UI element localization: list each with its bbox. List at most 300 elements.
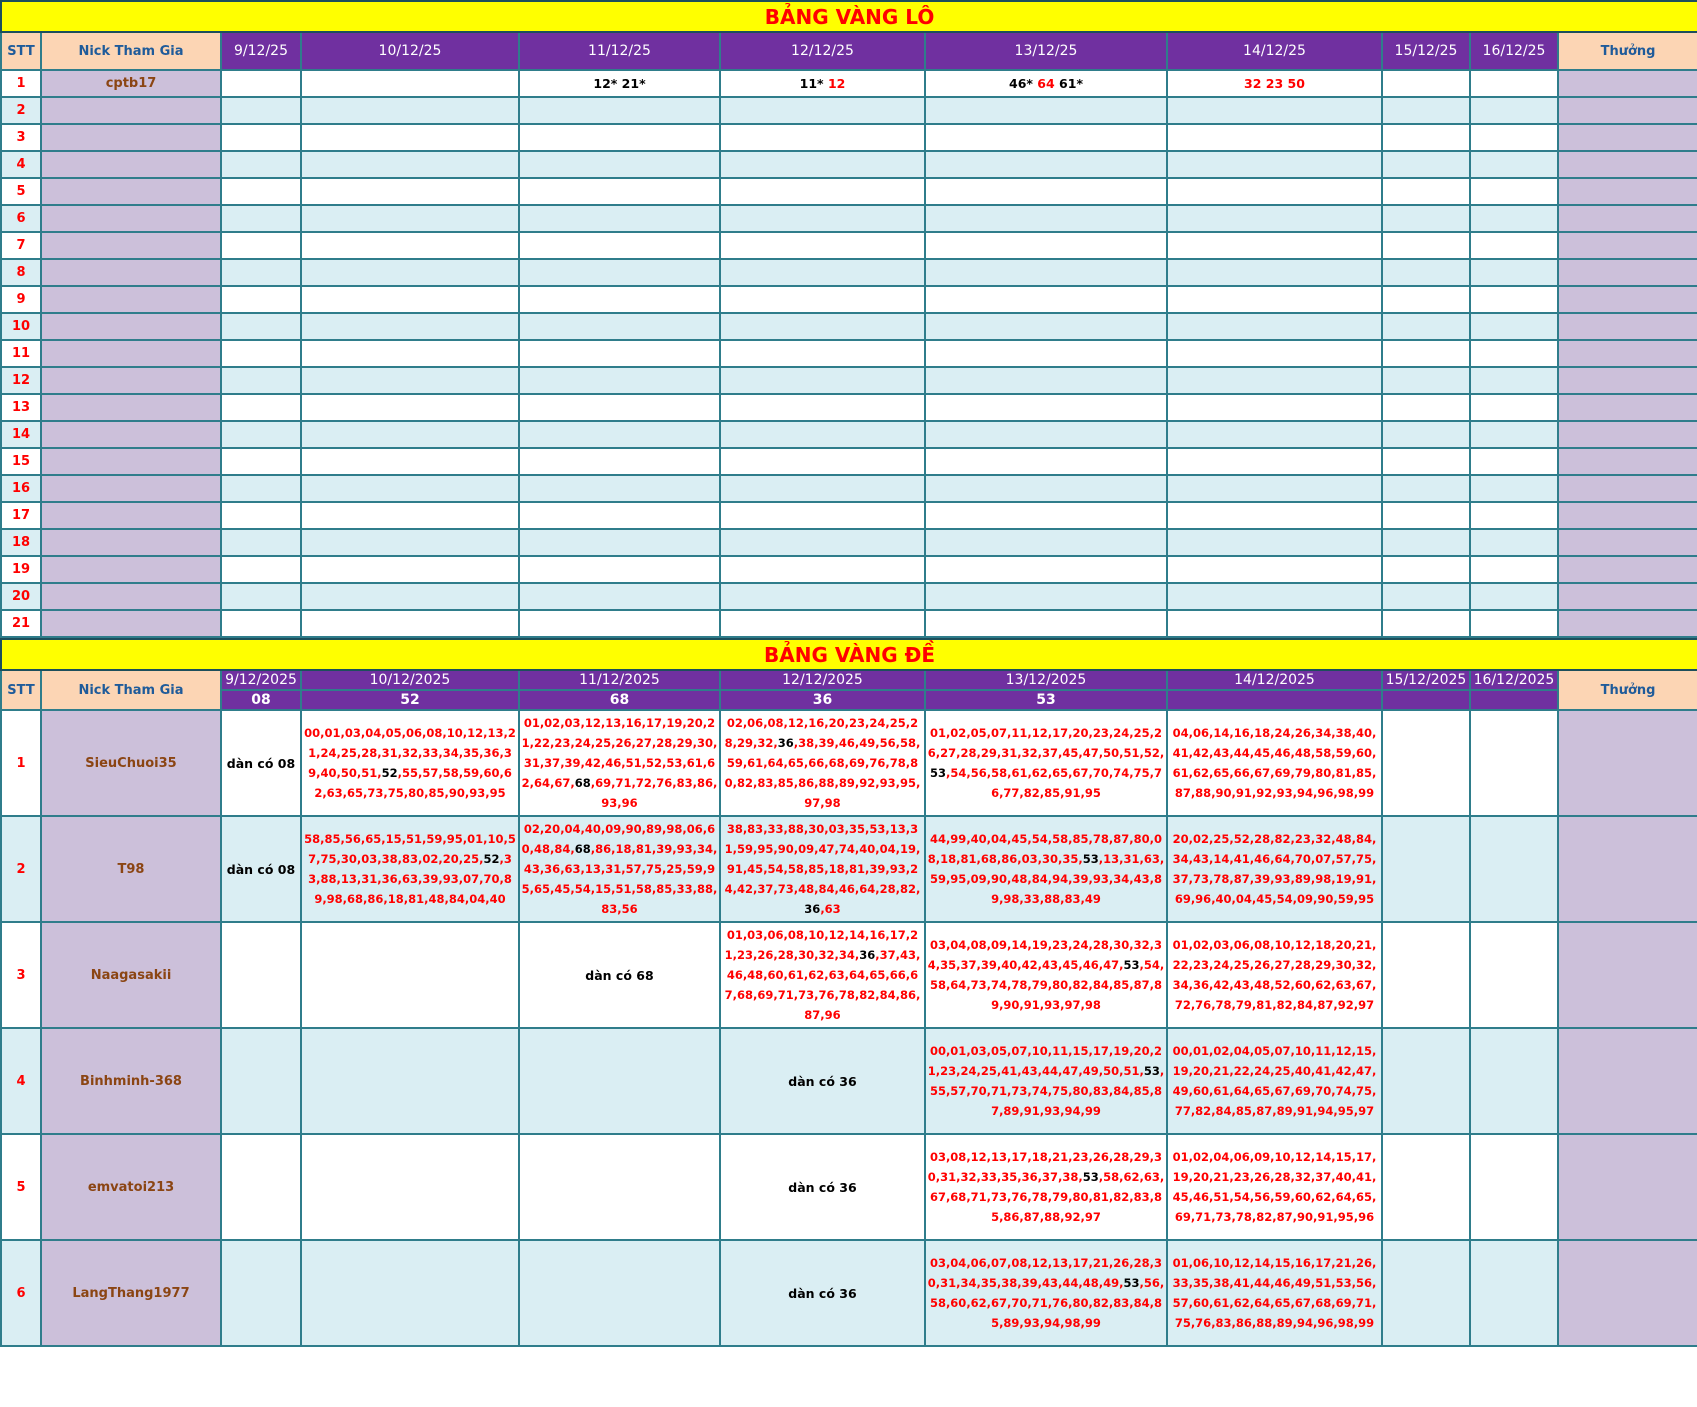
number-segment: 52 <box>381 766 398 780</box>
number-segment: 53 <box>1082 852 1099 866</box>
lo-entry-cell <box>221 286 301 313</box>
lo-entry-cell <box>1167 448 1382 475</box>
lo-entry-cell <box>1167 313 1382 340</box>
number-segment: 01,06,10,12,14,15,16,17,21,26,33,35,38,41,44,46,49,51,53,56,57,60,61,62,64,65,67,68,69,71,75,76,83,86,88,89,94,96,98,99 <box>1172 1256 1377 1330</box>
row-number: 13 <box>1 394 41 421</box>
lo-entry-cell <box>925 367 1167 394</box>
prize-cell <box>1558 1134 1697 1240</box>
lo-entry-cell <box>720 529 925 556</box>
lo-entry-cell <box>1167 529 1382 556</box>
lo-entry-cell <box>221 178 301 205</box>
number-segment: 01,02,03,06,08,10,12,18,20,21,22,23,24,25,26,27,28,29,30,32,34,36,42,43,48,52,60,62,63,67,72,76,78,79,81,82,84,87,92,97 <box>1172 938 1377 1012</box>
de-entry-cell <box>1470 922 1558 1028</box>
number-segment: 00,01,02,04,05,07,10,11,12,15,19,20,21,22,24,25,40,41,42,47,49,60,61,64,65,67,69,70,74,75,77,82,84,85,87,89,91,94,95,97 <box>1172 1044 1377 1118</box>
table-row <box>1 502 1697 529</box>
table-row <box>1 583 1697 610</box>
row-number: 6 <box>1 1240 41 1346</box>
lo-entry-cell <box>221 232 301 259</box>
lo-entry-cell <box>221 556 301 583</box>
de-header-stt: STT <box>1 670 41 710</box>
lo-entry-cell <box>221 70 301 97</box>
lo-entry-cell <box>1470 70 1558 97</box>
de-entry-cell <box>1382 1028 1470 1134</box>
de-number-list <box>925 710 1167 816</box>
player-nick <box>41 178 221 205</box>
prize-cell <box>1558 97 1697 124</box>
de-result-number <box>1167 690 1382 710</box>
row-number: 15 <box>1 448 41 475</box>
lo-entry-cell <box>1470 421 1558 448</box>
lo-entry-cell <box>1167 286 1382 313</box>
lo-entry-cell <box>1382 394 1470 421</box>
prize-cell <box>1558 448 1697 475</box>
player-nick <box>41 124 221 151</box>
prize-cell <box>1558 151 1697 178</box>
number-segment: 02,20,04,40,09,90,89,98,06,60,48,84, <box>521 822 716 856</box>
lo-entry-cell <box>925 97 1167 124</box>
row-number: 19 <box>1 556 41 583</box>
lo-entry-cell <box>925 556 1167 583</box>
prize-cell <box>1558 259 1697 286</box>
row-number: 1 <box>1 710 41 816</box>
de-header-date: 12/12/2025 <box>720 670 925 690</box>
lo-entry-cell <box>301 70 519 97</box>
lo-entry-cell <box>925 124 1167 151</box>
player-nick <box>41 475 221 502</box>
de-header-date: 16/12/2025 <box>1470 670 1558 690</box>
table-row <box>1 816 1697 922</box>
lo-entry-cell <box>301 124 519 151</box>
lo-entry-cell <box>1382 367 1470 394</box>
lo-entry-cell <box>519 124 720 151</box>
lo-header-nick: Nick Tham Gia <box>41 32 221 70</box>
prize-cell <box>1558 286 1697 313</box>
lo-entry-cell <box>301 556 519 583</box>
lo-entry-cell <box>1167 367 1382 394</box>
lo-entry-cell <box>925 259 1167 286</box>
lo-entry-cell <box>1167 205 1382 232</box>
de-dan-note: dàn có 68 <box>519 922 720 1028</box>
player-nick <box>41 610 221 637</box>
lo-table <box>0 0 1697 638</box>
lo-entry-cell <box>221 394 301 421</box>
lo-entry-cell <box>925 610 1167 637</box>
de-number-list <box>519 816 720 922</box>
player-nick <box>41 556 221 583</box>
lo-entry-cell <box>1167 583 1382 610</box>
number-segment: 68 <box>574 842 591 856</box>
lo-entry-cell <box>221 448 301 475</box>
lo-entry-cell <box>720 475 925 502</box>
de-entry-cell <box>301 1134 519 1240</box>
row-number: 4 <box>1 1028 41 1134</box>
lo-entry-cell <box>519 502 720 529</box>
lo-entry-cell <box>519 178 720 205</box>
lo-entry-cell <box>925 502 1167 529</box>
lo-entry-cell <box>925 151 1167 178</box>
lo-entry-cell <box>301 610 519 637</box>
lo-entry-cell <box>301 97 519 124</box>
lo-entry-cell <box>1470 151 1558 178</box>
lo-entry-cell <box>301 448 519 475</box>
lo-entry-cell <box>519 151 720 178</box>
number-segment: 32 23 50 <box>1244 76 1305 91</box>
lo-entry-cell <box>221 583 301 610</box>
de-result-number: 08 <box>221 690 301 710</box>
lo-entry-cell <box>1167 556 1382 583</box>
row-number: 12 <box>1 367 41 394</box>
row-number: 3 <box>1 922 41 1028</box>
row-number: 2 <box>1 816 41 922</box>
player-nick <box>41 205 221 232</box>
lo-entry-cell <box>720 610 925 637</box>
lo-entry-cell <box>1470 610 1558 637</box>
lo-entry-cell <box>221 421 301 448</box>
prize-cell <box>1558 475 1697 502</box>
row-number: 7 <box>1 232 41 259</box>
de-dan-note: dàn có 08 <box>221 816 301 922</box>
number-segment: ,13,31,63,59,95,09,90,48,84,94,39,93,34,43,89,98,33,88,83,49 <box>929 852 1165 906</box>
number-segment: 52 <box>483 852 500 866</box>
number-segment: ,69,71,72,76,83,86,93,96 <box>590 776 718 810</box>
lo-entry-cell <box>301 502 519 529</box>
de-header-prize: Thưởng <box>1558 670 1697 710</box>
lo-entry-cell <box>1470 313 1558 340</box>
row-number: 20 <box>1 583 41 610</box>
lo-entry-cell <box>301 394 519 421</box>
number-segment: 38,83,33,88,30,03,35,53,13,31,59,95,90,09,47,74,40,04,19,91,45,54,58,85,18,81,39,93,24,42,37,73,48,84,46,64,28,82, <box>724 822 921 896</box>
lo-entry-cell <box>301 367 519 394</box>
de-entry-cell <box>1382 816 1470 922</box>
table-row <box>1 97 1697 124</box>
lo-entry-cell <box>1470 232 1558 259</box>
lo-entry-cell <box>519 70 720 97</box>
lo-entry-cell <box>519 556 720 583</box>
de-number-list <box>720 710 925 816</box>
de-entry-cell <box>1382 1240 1470 1346</box>
de-header-date: 13/12/2025 <box>925 670 1167 690</box>
number-segment: 12 <box>827 76 846 91</box>
de-entry-cell <box>1470 710 1558 816</box>
player-nick <box>41 448 221 475</box>
lo-entry-cell <box>519 367 720 394</box>
lo-entry-cell <box>1167 421 1382 448</box>
de-number-list <box>720 922 925 1028</box>
lo-entry-cell <box>1167 70 1382 97</box>
lo-entry-cell <box>221 124 301 151</box>
number-segment: 01,03,06,08,10,12,14,16,17,21,23,26,28,30,32,34, <box>724 928 919 962</box>
row-number: 2 <box>1 97 41 124</box>
lo-entry-cell <box>221 313 301 340</box>
lo-entry-cell <box>519 97 720 124</box>
row-number: 8 <box>1 259 41 286</box>
lo-entry-cell <box>1382 313 1470 340</box>
prize-cell <box>1558 502 1697 529</box>
table-row <box>1 529 1697 556</box>
player-nick: emvatoi213 <box>41 1134 221 1240</box>
prize-cell <box>1558 556 1697 583</box>
lo-entry-cell <box>1470 529 1558 556</box>
table-row <box>1 922 1697 1028</box>
lo-header-date: 15/12/25 <box>1382 32 1470 70</box>
lo-entry-cell <box>720 151 925 178</box>
de-number-list <box>1167 710 1382 816</box>
number-segment: 00,01,03,04,05,06,08,10,12,13,21,24,25,28,31,32,33,34,35,36,39,40,50,51, <box>304 726 516 780</box>
lo-entry-cell <box>519 610 720 637</box>
player-nick: Binhminh-368 <box>41 1028 221 1134</box>
de-entry-cell <box>1470 816 1558 922</box>
lo-entry-cell <box>925 529 1167 556</box>
prize-cell <box>1558 1028 1697 1134</box>
prize-cell <box>1558 70 1697 97</box>
lo-entry-cell <box>1470 583 1558 610</box>
number-segment: 64 <box>1037 76 1055 91</box>
lo-entry-cell <box>720 286 925 313</box>
lo-entry-cell <box>1382 556 1470 583</box>
player-nick <box>41 367 221 394</box>
table-row <box>1 205 1697 232</box>
table-row <box>1 151 1697 178</box>
de-entry-cell <box>1382 710 1470 816</box>
lo-header-prize: Thưởng <box>1558 32 1697 70</box>
lo-entry-cell <box>925 286 1167 313</box>
lo-entry-cell <box>519 205 720 232</box>
number-segment: 68 <box>574 776 591 790</box>
lo-entry-cell <box>720 124 925 151</box>
lo-entry-cell <box>1470 367 1558 394</box>
player-nick: SieuChuoi35 <box>41 710 221 816</box>
number-segment: 58,85,56,65,15,51,59,95,01,10,57,75,30,03,38,83,02,20,25, <box>304 832 516 866</box>
lo-entry-cell <box>221 205 301 232</box>
prize-cell <box>1558 421 1697 448</box>
de-entry-cell <box>221 1240 301 1346</box>
lo-entry-cell <box>221 151 301 178</box>
number-segment: ,86,18,81,39,93,34,43,36,63,13,31,57,75,25,59,95,65,45,54,15,51,58,85,33,88,83,56 <box>521 842 718 916</box>
lo-entry-cell <box>720 70 925 97</box>
lo-entry-cell <box>1167 151 1382 178</box>
number-segment: 53 <box>1082 1170 1099 1184</box>
row-number: 21 <box>1 610 41 637</box>
de-dan-note: dàn có 36 <box>720 1134 925 1240</box>
number-segment: 53 <box>1123 1276 1140 1290</box>
number-segment: ,37,43,46,48,60,61,62,63,64,65,66,67,68,69,71,73,76,78,82,84,86,87,96 <box>724 948 921 1022</box>
de-table <box>0 638 1697 1347</box>
table-row <box>1 710 1697 816</box>
lo-entry-cell <box>925 394 1167 421</box>
player-nick: T98 <box>41 816 221 922</box>
de-result-number: 52 <box>301 690 519 710</box>
lo-entry-cell <box>1470 475 1558 502</box>
lo-entry-cell <box>925 232 1167 259</box>
lo-entry-cell <box>1470 97 1558 124</box>
lo-entry-cell <box>519 259 720 286</box>
prize-cell <box>1558 124 1697 151</box>
lo-header-date: 12/12/25 <box>720 32 925 70</box>
number-segment: ,55,57,70,71,73,74,75,80,83,84,85,87,89,91,93,94,99 <box>929 1064 1165 1118</box>
prize-cell <box>1558 205 1697 232</box>
lo-header-date: 10/12/25 <box>301 32 519 70</box>
lo-entry-cell <box>221 259 301 286</box>
lo-entry-cell <box>519 232 720 259</box>
lo-entry-cell <box>720 448 925 475</box>
prize-cell <box>1558 313 1697 340</box>
lo-entry-cell <box>1470 205 1558 232</box>
de-table-body <box>1 710 1697 1346</box>
lo-entry-cell <box>925 70 1167 97</box>
lo-entry-cell <box>1382 205 1470 232</box>
number-segment: 00,01,03,05,07,10,11,15,17,19,20,21,23,24,25,41,43,44,47,49,50,51, <box>927 1044 1163 1078</box>
lo-entry-cell <box>1470 502 1558 529</box>
lo-entry-cell <box>221 529 301 556</box>
lo-entry-cell <box>221 367 301 394</box>
row-number: 3 <box>1 124 41 151</box>
lo-entry-cell <box>720 421 925 448</box>
lo-entry-cell <box>1470 556 1558 583</box>
lo-entry-cell <box>1382 502 1470 529</box>
number-segment: 53 <box>1143 1064 1160 1078</box>
lo-entry-cell <box>1167 124 1382 151</box>
de-number-list <box>925 816 1167 922</box>
de-result-number <box>1382 690 1470 710</box>
player-nick <box>41 421 221 448</box>
number-segment: 61* <box>1054 76 1083 91</box>
prize-cell <box>1558 816 1697 922</box>
lo-entry-cell <box>1382 286 1470 313</box>
player-nick <box>41 286 221 313</box>
de-header-date: 11/12/2025 <box>519 670 720 690</box>
lo-entry-cell <box>221 340 301 367</box>
de-number-list <box>925 1240 1167 1346</box>
number-segment: 36 <box>777 736 794 750</box>
lo-entry-cell <box>720 367 925 394</box>
de-header-date: 15/12/2025 <box>1382 670 1470 690</box>
prize-cell <box>1558 922 1697 1028</box>
row-number: 14 <box>1 421 41 448</box>
lo-entry-cell <box>301 259 519 286</box>
lo-entry-cell <box>1167 610 1382 637</box>
number-segment: ,38,39,46,49,56,58,59,61,64,65,66,68,69,76,78,80,82,83,85,86,88,89,92,93,95,97,98 <box>724 736 921 810</box>
de-number-list <box>519 710 720 816</box>
lo-entry-cell <box>720 502 925 529</box>
de-number-list <box>1167 1028 1382 1134</box>
player-nick <box>41 232 221 259</box>
lo-entry-cell <box>925 205 1167 232</box>
lo-entry-cell <box>1382 178 1470 205</box>
player-nick <box>41 529 221 556</box>
table-row <box>1 1240 1697 1346</box>
lo-title: BẢNG VÀNG LÔ <box>1 1 1697 32</box>
prize-cell <box>1558 340 1697 367</box>
lo-header-date: 14/12/25 <box>1167 32 1382 70</box>
lo-entry-cell <box>1470 124 1558 151</box>
lo-header-date: 11/12/25 <box>519 32 720 70</box>
player-nick <box>41 97 221 124</box>
number-segment: 46* <box>1009 76 1038 91</box>
lo-entry-cell <box>221 97 301 124</box>
lo-entry-cell <box>1382 529 1470 556</box>
lo-table-body <box>1 70 1697 637</box>
number-segment: ,63 <box>820 902 841 916</box>
prize-cell <box>1558 583 1697 610</box>
lo-header-date: 16/12/25 <box>1470 32 1558 70</box>
lo-entry-cell <box>301 151 519 178</box>
number-segment: ,54,58,64,73,74,78,79,80,82,84,85,87,89,90,91,93,97,98 <box>929 958 1165 1012</box>
de-entry-cell <box>301 1028 519 1134</box>
number-segment: 53 <box>1123 958 1140 972</box>
row-number: 17 <box>1 502 41 529</box>
prize-cell <box>1558 367 1697 394</box>
lo-entry-cell <box>720 178 925 205</box>
de-header-nick: Nick Tham Gia <box>41 670 221 710</box>
de-number-list <box>1167 1240 1382 1346</box>
number-segment: ,55,57,58,59,60,62,63,65,73,75,80,85,90,93,95 <box>314 766 512 800</box>
prize-cell <box>1558 610 1697 637</box>
number-segment: 03,04,06,07,08,12,13,17,21,26,28,30,31,34,35,38,39,43,44,48,49, <box>927 1256 1163 1290</box>
lo-entry-cell <box>301 529 519 556</box>
player-nick <box>41 151 221 178</box>
lo-entry-cell <box>1470 340 1558 367</box>
player-nick <box>41 583 221 610</box>
lo-entry-cell <box>1382 70 1470 97</box>
lo-entry-cell <box>925 313 1167 340</box>
lo-entry-cell <box>1382 583 1470 610</box>
player-nick <box>41 502 221 529</box>
de-entry-cell <box>1470 1240 1558 1346</box>
de-entry-cell <box>221 1134 301 1240</box>
lo-entry-cell <box>519 394 720 421</box>
lo-entry-cell <box>1470 394 1558 421</box>
row-number: 10 <box>1 313 41 340</box>
player-nick <box>41 340 221 367</box>
de-number-list <box>301 816 519 922</box>
de-header-date: 9/12/2025 <box>221 670 301 690</box>
number-segment: 04,06,14,16,18,24,26,34,38,40,41,42,43,44,45,46,48,58,59,60,61,62,65,66,67,69,79,80,81,85,87,88,90,91,92,93,94,96,98,99 <box>1172 726 1377 800</box>
lo-entry-cell <box>1167 394 1382 421</box>
number-segment: 01,02,03,12,13,16,17,19,20,21,22,23,24,25,26,27,28,29,30,31,37,39,42,46,51,52,53,61,62,64,67, <box>521 716 718 790</box>
de-dan-note: dàn có 08 <box>221 710 301 816</box>
lo-entry-cell <box>301 583 519 610</box>
table-row <box>1 124 1697 151</box>
lo-entry-cell <box>1382 610 1470 637</box>
lo-entry-cell <box>301 205 519 232</box>
lo-entry-cell <box>1382 340 1470 367</box>
lo-entry-cell <box>1382 448 1470 475</box>
prize-cell <box>1558 232 1697 259</box>
table-row <box>1 313 1697 340</box>
lo-entry-cell <box>1382 97 1470 124</box>
row-number: 5 <box>1 1134 41 1240</box>
row-number: 16 <box>1 475 41 502</box>
table-row <box>1 286 1697 313</box>
number-segment: 53 <box>929 766 946 780</box>
lo-entry-cell <box>1382 124 1470 151</box>
table-row <box>1 367 1697 394</box>
number-segment: 20,02,25,52,28,82,23,32,48,84,34,43,14,41,46,64,70,07,57,75,37,73,78,87,39,93,89,98,19,91,69,96,40,04,45,54,09,90,59,95 <box>1172 832 1377 906</box>
number-segment: ,54,56,58,61,62,65,67,70,74,75,76,77,82,85,91,95 <box>945 766 1163 800</box>
table-row <box>1 232 1697 259</box>
lo-entry-cell <box>925 475 1167 502</box>
number-segment: 12* 21* <box>593 76 646 91</box>
table-row <box>1 610 1697 637</box>
prize-cell <box>1558 710 1697 816</box>
lo-header-date: 13/12/25 <box>925 32 1167 70</box>
de-entry-cell <box>301 1240 519 1346</box>
lo-entry-cell <box>519 448 720 475</box>
number-segment: ,33,88,13,31,36,63,39,93,07,70,89,98,68,86,18,81,48,84,04,40 <box>308 852 512 906</box>
de-number-list <box>925 922 1167 1028</box>
player-nick: Naagasakii <box>41 922 221 1028</box>
de-result-number: 68 <box>519 690 720 710</box>
